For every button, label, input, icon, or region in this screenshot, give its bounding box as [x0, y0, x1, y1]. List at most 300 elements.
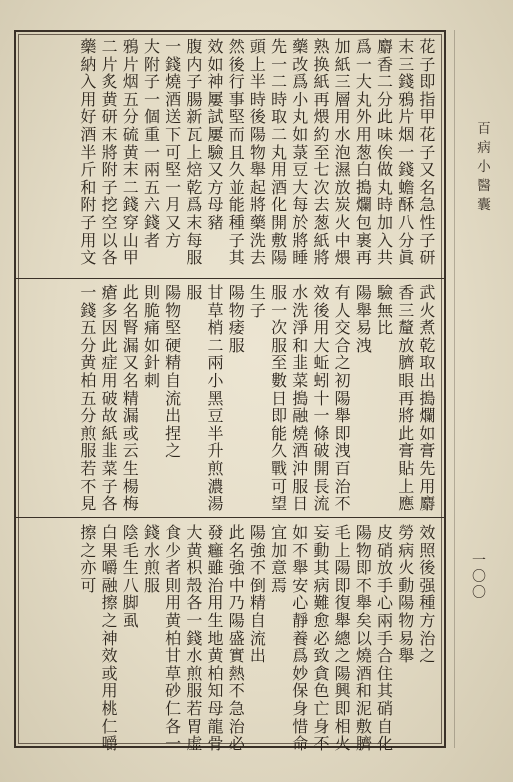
text-column-char: 症: [101, 353, 118, 373]
text-column-char: 大: [313, 335, 330, 355]
text-column-char: 性: [419, 212, 436, 232]
text-column: [247, 38, 268, 274]
text-column-char: 用: [355, 124, 372, 144]
text-column-char: 取: [419, 353, 436, 373]
text-column-char: 敷: [271, 230, 288, 250]
text-column-char: 水: [292, 283, 309, 302]
text-column-char: 方: [207, 177, 224, 197]
page-number-char: 〇: [472, 585, 486, 601]
text-column-char: 治: [228, 716, 245, 736]
text-column-char: 日: [292, 494, 309, 514]
text-column-char: 山: [122, 230, 139, 250]
text-column-char: 和: [292, 335, 309, 355]
text-column-char: 洩: [334, 441, 351, 461]
text-column-char: 復: [334, 593, 351, 613]
text-column-char: 火: [398, 558, 415, 578]
text-column-char: 可: [80, 575, 97, 595]
text-column-char: 若: [186, 698, 203, 718]
text-column-char: 煎: [207, 458, 224, 478]
text-column-char: 甲: [419, 107, 436, 127]
text-column-char: 於: [292, 212, 309, 232]
text-column-char: 貼: [398, 458, 415, 478]
text-column-char: 熱: [228, 663, 245, 683]
text-column-char: 後: [313, 300, 330, 320]
text-column-char: 驗: [207, 142, 224, 162]
text-column-char: 用: [334, 107, 351, 127]
text-column-char: 内: [186, 54, 203, 74]
text-column-char: 久: [228, 160, 245, 180]
text-column-char: 改: [292, 54, 309, 74]
text-column-char: 花: [419, 124, 436, 144]
text-column-char: 各: [101, 494, 118, 514]
text-column-char: 腸: [186, 89, 203, 109]
text-column-char: 桃: [101, 698, 118, 718]
text-column-char: 頭: [249, 37, 266, 56]
text-column-char: 煮: [419, 318, 436, 338]
text-column-char: 錢: [80, 300, 97, 320]
text-column-char: 即: [355, 558, 372, 578]
text-column-char: 共: [377, 248, 394, 268]
text-column-char: 宜: [271, 523, 288, 542]
text-column-char: 黄: [165, 610, 182, 630]
text-column-char: 無: [377, 300, 394, 320]
text-column-char: 屢: [207, 89, 224, 109]
text-column-char: 甘: [165, 646, 182, 666]
text-column-char: 此: [377, 107, 394, 127]
text-column-char: 行: [228, 72, 245, 92]
text-column-char: 後: [228, 54, 245, 74]
text-column-char: 又: [165, 212, 182, 232]
text-column-char: 燒: [292, 423, 309, 443]
text-column-char: 物: [355, 540, 372, 560]
text-column-char: 之: [334, 646, 351, 666]
text-column-char: 難: [313, 593, 330, 613]
text-column-char: 敷: [355, 716, 372, 736]
text-column-char: 約: [313, 124, 330, 144]
text-column-char: 將: [292, 230, 309, 250]
text-column-char: 腎: [122, 318, 139, 338]
text-column-char: 陽: [228, 283, 245, 302]
text-column: [332, 284, 353, 513]
text-column-char: 下: [165, 124, 182, 144]
text-column-char: 和: [80, 177, 97, 197]
text-column-char: 食: [165, 523, 182, 542]
text-column-char: 物: [398, 610, 415, 630]
text-column-char: 硝: [377, 540, 394, 560]
text-column-char: 蟾: [398, 177, 415, 197]
margin-rule: [454, 30, 455, 748]
text-column-char: 鴉: [122, 37, 139, 56]
text-column-char: 酒: [271, 177, 288, 197]
text-column-char: 急: [228, 698, 245, 718]
text-column-char: 堅: [228, 107, 245, 127]
text-column-char: 種: [419, 593, 436, 613]
text-column-char: 子: [80, 212, 97, 232]
text-column-char: 火: [334, 734, 351, 754]
text-column-char: 爲: [186, 195, 203, 215]
text-column-char: 臍: [355, 734, 372, 754]
text-column-char: 照: [419, 540, 436, 560]
text-column-char: 舉: [334, 406, 351, 426]
text-column-char: 陽: [355, 523, 372, 542]
text-column: [99, 523, 120, 754]
text-column-char: 半: [207, 423, 224, 443]
text-column-char: 手: [377, 575, 394, 595]
text-column-char: 爲: [292, 646, 309, 666]
text-column-char: 多: [101, 300, 118, 320]
text-column-char: 毛: [334, 523, 351, 542]
text-column: [353, 284, 374, 513]
text-column-char: 神: [101, 628, 118, 648]
text-column-char: 即: [271, 406, 288, 426]
text-column-char: 實: [228, 646, 245, 666]
text-column-char: 砂: [165, 681, 182, 701]
text-column-char: 名: [228, 540, 245, 560]
section-divider-1: [16, 278, 444, 279]
text-column-char: 此: [122, 283, 139, 302]
text-column-char: 再: [355, 248, 372, 268]
text-column-char: 用: [101, 681, 118, 701]
text-column: [78, 284, 99, 513]
text-column-char: 新: [186, 107, 203, 127]
text-column-char: 乃: [228, 593, 245, 613]
text-column: [353, 38, 374, 274]
text-column-char: 研: [101, 107, 118, 127]
text-column-char: 焙: [186, 160, 203, 180]
text-column-char: 後: [249, 107, 266, 127]
text-column: [417, 524, 438, 742]
text-column-char: 自: [377, 716, 394, 736]
text-column-char: 之: [419, 646, 436, 666]
text-column-char: 服: [292, 476, 309, 496]
text-column-char: 五: [80, 318, 97, 338]
text-column-char: 中: [334, 230, 351, 250]
text-column-char: 毛: [122, 540, 139, 560]
text-column-char: 丸: [377, 177, 394, 197]
text-column-char: 保: [292, 681, 309, 701]
text-column: [396, 524, 417, 742]
text-column-char: 水: [186, 646, 203, 666]
text-column-char: 又: [122, 353, 139, 373]
text-column-char: 各: [101, 248, 118, 268]
text-column-char: 勞: [398, 523, 415, 542]
text-column-char: 事: [228, 89, 245, 109]
text-column-char: 若: [80, 458, 97, 478]
text-column-char: 洩: [355, 335, 372, 355]
text-column-char: 菜: [101, 458, 118, 478]
text-column-char: 五: [122, 89, 139, 109]
text-column-char: 搗: [419, 388, 436, 408]
text-column-char: 中: [228, 575, 245, 595]
text-column-char: 陽: [165, 283, 182, 302]
text-column-char: 病: [398, 540, 415, 560]
text-column-char: 不: [80, 476, 97, 496]
text-column-char: 嚼: [101, 558, 118, 578]
text-column-char: 一: [271, 54, 288, 74]
text-column-char: 包: [355, 212, 372, 232]
text-column-char: 化: [271, 195, 288, 215]
text-column-char: 陽: [334, 388, 351, 408]
text-column-char: 母: [207, 195, 224, 215]
text-column: [163, 38, 184, 274]
text-column-char: 子: [186, 72, 203, 92]
text-column-char: 煎: [143, 558, 160, 578]
text-column-char: 三: [398, 54, 415, 74]
text-column-char: 方: [165, 230, 182, 250]
text-column-char: 甘: [207, 283, 224, 302]
text-column-char: 强: [419, 575, 436, 595]
text-column-char: 並: [228, 177, 245, 197]
running-title-char: 囊: [477, 197, 491, 213]
text-column-char: 即: [334, 698, 351, 718]
text-column-char: 時: [271, 89, 288, 109]
text-column-char: 然: [228, 37, 245, 56]
text-column: [205, 523, 226, 754]
text-column-char: 層: [334, 89, 351, 109]
text-column: [247, 284, 268, 513]
text-column-char: 長: [313, 476, 330, 496]
text-column: [120, 38, 141, 274]
text-column-char: 服: [186, 681, 203, 701]
text-column-char: 心: [377, 593, 394, 613]
text-column-char: 數: [271, 370, 288, 390]
text-column-char: 外: [355, 107, 372, 127]
page-number-char: 〇: [472, 569, 486, 585]
text-column-char: 丸: [292, 107, 309, 127]
text-column-char: 此: [398, 423, 415, 443]
text-column-char: 者: [143, 230, 160, 250]
text-column-char: 小: [207, 370, 224, 390]
text-column-char: 動: [313, 540, 330, 560]
text-column-char: 豆: [207, 406, 224, 426]
text-column-char: 柏: [165, 628, 182, 648]
text-column-char: 俟: [377, 142, 394, 162]
text-column-char: 強: [228, 558, 245, 578]
text-column: [311, 523, 332, 754]
text-column-char: 龍: [207, 716, 224, 736]
text-column-char: 此: [101, 335, 118, 355]
text-column-char: 水: [334, 124, 351, 144]
text-column: [311, 38, 332, 274]
text-column-char: 陽: [228, 610, 245, 630]
text-column-char: 效: [313, 283, 330, 302]
text-column-char: 鴉: [398, 89, 415, 109]
text-column-char: 用: [80, 230, 97, 250]
text-column-char: 腹: [186, 37, 203, 56]
text-column-char: 片: [398, 107, 415, 127]
text-column-char: 片: [101, 54, 118, 74]
text-column-char: 沖: [292, 458, 309, 478]
text-column-char: 洗: [249, 230, 266, 250]
text-column-char: 草: [165, 663, 182, 683]
text-column-char: 梅: [122, 494, 139, 514]
text-column-char: 五: [80, 388, 97, 408]
text-column-char: 子: [101, 177, 118, 197]
text-column: [78, 38, 99, 274]
text-column-char: 效: [101, 646, 118, 666]
text-column-char: 生: [207, 610, 224, 630]
text-column-char: 脆: [143, 300, 160, 320]
text-column-char: 之: [101, 610, 118, 630]
text-column-char: 人: [334, 300, 351, 320]
text-column-char: 五: [143, 177, 160, 197]
text-column-char: 韭: [292, 353, 309, 373]
text-column-char: 子: [101, 476, 118, 496]
text-column-char: 錢: [398, 160, 415, 180]
text-column-char: 藥: [249, 212, 266, 232]
text-column-char: 起: [249, 177, 266, 197]
text-column-char: 分: [377, 89, 394, 109]
text-column-char: 藥: [292, 37, 309, 56]
text-column-char: 大: [186, 523, 203, 542]
text-column-char: 白: [101, 523, 118, 542]
text-column-char: 久: [271, 441, 288, 461]
text-column-char: 黄: [207, 646, 224, 666]
text-column: [184, 523, 205, 754]
text-column-char: 一: [313, 406, 330, 426]
text-column-char: 二: [271, 124, 288, 144]
text-column-char: 物: [228, 300, 245, 320]
text-column-char: 出: [419, 370, 436, 390]
text-column-char: 刺: [143, 370, 160, 390]
text-column-char: 用: [271, 160, 288, 180]
text-column-char: 用: [80, 89, 97, 109]
running-title-char: 小: [477, 159, 491, 175]
text-column-char: 服: [271, 335, 288, 355]
text-column: [332, 38, 353, 274]
text-column-char: 流: [313, 494, 330, 514]
text-column-char: 錢: [186, 628, 203, 648]
text-column-char: 乾: [186, 177, 203, 197]
text-column-char: 如: [292, 124, 309, 144]
text-column-char: 其: [228, 248, 245, 268]
text-column-char: 炭: [334, 195, 351, 215]
text-column-char: 烟: [398, 124, 415, 144]
section-middle: [22, 284, 438, 513]
text-column-char: 效: [207, 37, 224, 56]
text-column-char: 日: [271, 388, 288, 408]
text-column-char: 時: [377, 195, 394, 215]
text-column-char: 裹: [355, 230, 372, 250]
text-column-char: 又: [419, 160, 436, 180]
text-column-char: 靜: [292, 610, 309, 630]
text-column: [163, 523, 184, 754]
text-column-char: 附: [80, 195, 97, 215]
text-column-char: 次: [271, 318, 288, 338]
text-column-char: 亦: [80, 558, 97, 578]
text-column-char: 果: [101, 540, 118, 560]
text-column-char: 月: [165, 195, 182, 215]
text-column-char: 一: [143, 89, 160, 109]
text-column-char: 相: [334, 716, 351, 736]
text-column-char: 脚: [122, 593, 139, 613]
text-column-char: 虱: [122, 610, 139, 630]
text-column-char: 交: [334, 318, 351, 338]
text-column-char: 文: [80, 248, 97, 268]
text-column-char: 陽: [334, 663, 351, 683]
text-column-char: 子: [228, 230, 245, 250]
text-column-char: 矣: [355, 610, 372, 630]
text-column-char: 種: [228, 212, 245, 232]
text-column: [374, 523, 395, 754]
text-column-char: 舉: [355, 300, 372, 320]
text-column-char: 自: [249, 610, 266, 630]
section-divider-2: [16, 517, 444, 518]
text-column-char: 且: [228, 142, 245, 162]
text-column-char: 將: [249, 195, 266, 215]
text-column: [290, 284, 311, 513]
text-column-char: 物: [165, 300, 182, 320]
text-column: [290, 38, 311, 274]
text-column-char: 後: [419, 558, 436, 578]
text-column-char: 陽: [355, 283, 372, 302]
text-column-char: 分: [122, 107, 139, 127]
text-column-char: 意: [271, 558, 288, 578]
text-column: [141, 38, 162, 274]
text-column-char: 膏: [419, 441, 436, 461]
text-column-char: 好: [80, 107, 97, 127]
text-column-char: 子: [419, 142, 436, 162]
text-column-char: 去: [249, 248, 266, 268]
text-column-char: 倒: [249, 575, 266, 595]
text-column-char: 加: [334, 37, 351, 56]
text-column-char: 舉: [398, 646, 415, 666]
text-column-char: 易: [355, 318, 372, 338]
text-column-char: 每: [186, 230, 203, 250]
text-column-char: 服: [186, 248, 203, 268]
text-column-char: 放: [398, 335, 415, 355]
text-column-char: 二: [122, 177, 139, 197]
text-column-char: 末: [122, 160, 139, 180]
text-column: [417, 284, 438, 513]
text-column-char: 紙: [313, 230, 330, 250]
text-column-char: 睡: [292, 248, 309, 268]
text-column: [141, 284, 162, 513]
text-column-char: 舉: [249, 160, 266, 180]
text-column-char: 煎: [186, 663, 203, 683]
text-column-char: 不: [355, 575, 372, 595]
text-column-char: 穿: [122, 212, 139, 232]
text-column-char: 燒: [355, 646, 372, 666]
text-column-char: 一: [355, 54, 372, 74]
text-column-char: 湯: [207, 494, 224, 514]
text-column-char: 黄: [186, 540, 203, 560]
text-column-char: 針: [143, 353, 160, 373]
text-column-char: 可: [165, 142, 182, 162]
text-column-char: 生: [122, 458, 139, 478]
text-column: [396, 284, 417, 513]
text-column-char: 一: [143, 142, 160, 162]
text-column-char: 眞: [398, 248, 415, 268]
text-column-char: 黄: [101, 89, 118, 109]
text-column-char: 舉: [292, 558, 309, 578]
text-column-char: 服: [228, 335, 245, 355]
text-column-char: 葱: [355, 142, 372, 162]
text-column-char: 放: [334, 177, 351, 197]
running-title-char: 百: [477, 121, 491, 137]
text-column-char: 即: [334, 575, 351, 595]
text-column-char: 大: [143, 37, 160, 56]
text-column-char: 陽: [398, 593, 415, 613]
text-column-char: 破: [313, 441, 330, 461]
text-column-char: 菜: [292, 370, 309, 390]
text-column-char: 錢: [398, 72, 415, 92]
text-column-char: 捏: [165, 423, 182, 443]
text-column-char: 煨: [334, 248, 351, 268]
text-column-char: 硝: [377, 698, 394, 718]
text-column-char: 硬: [165, 335, 182, 355]
text-column-char: 應: [398, 494, 415, 514]
